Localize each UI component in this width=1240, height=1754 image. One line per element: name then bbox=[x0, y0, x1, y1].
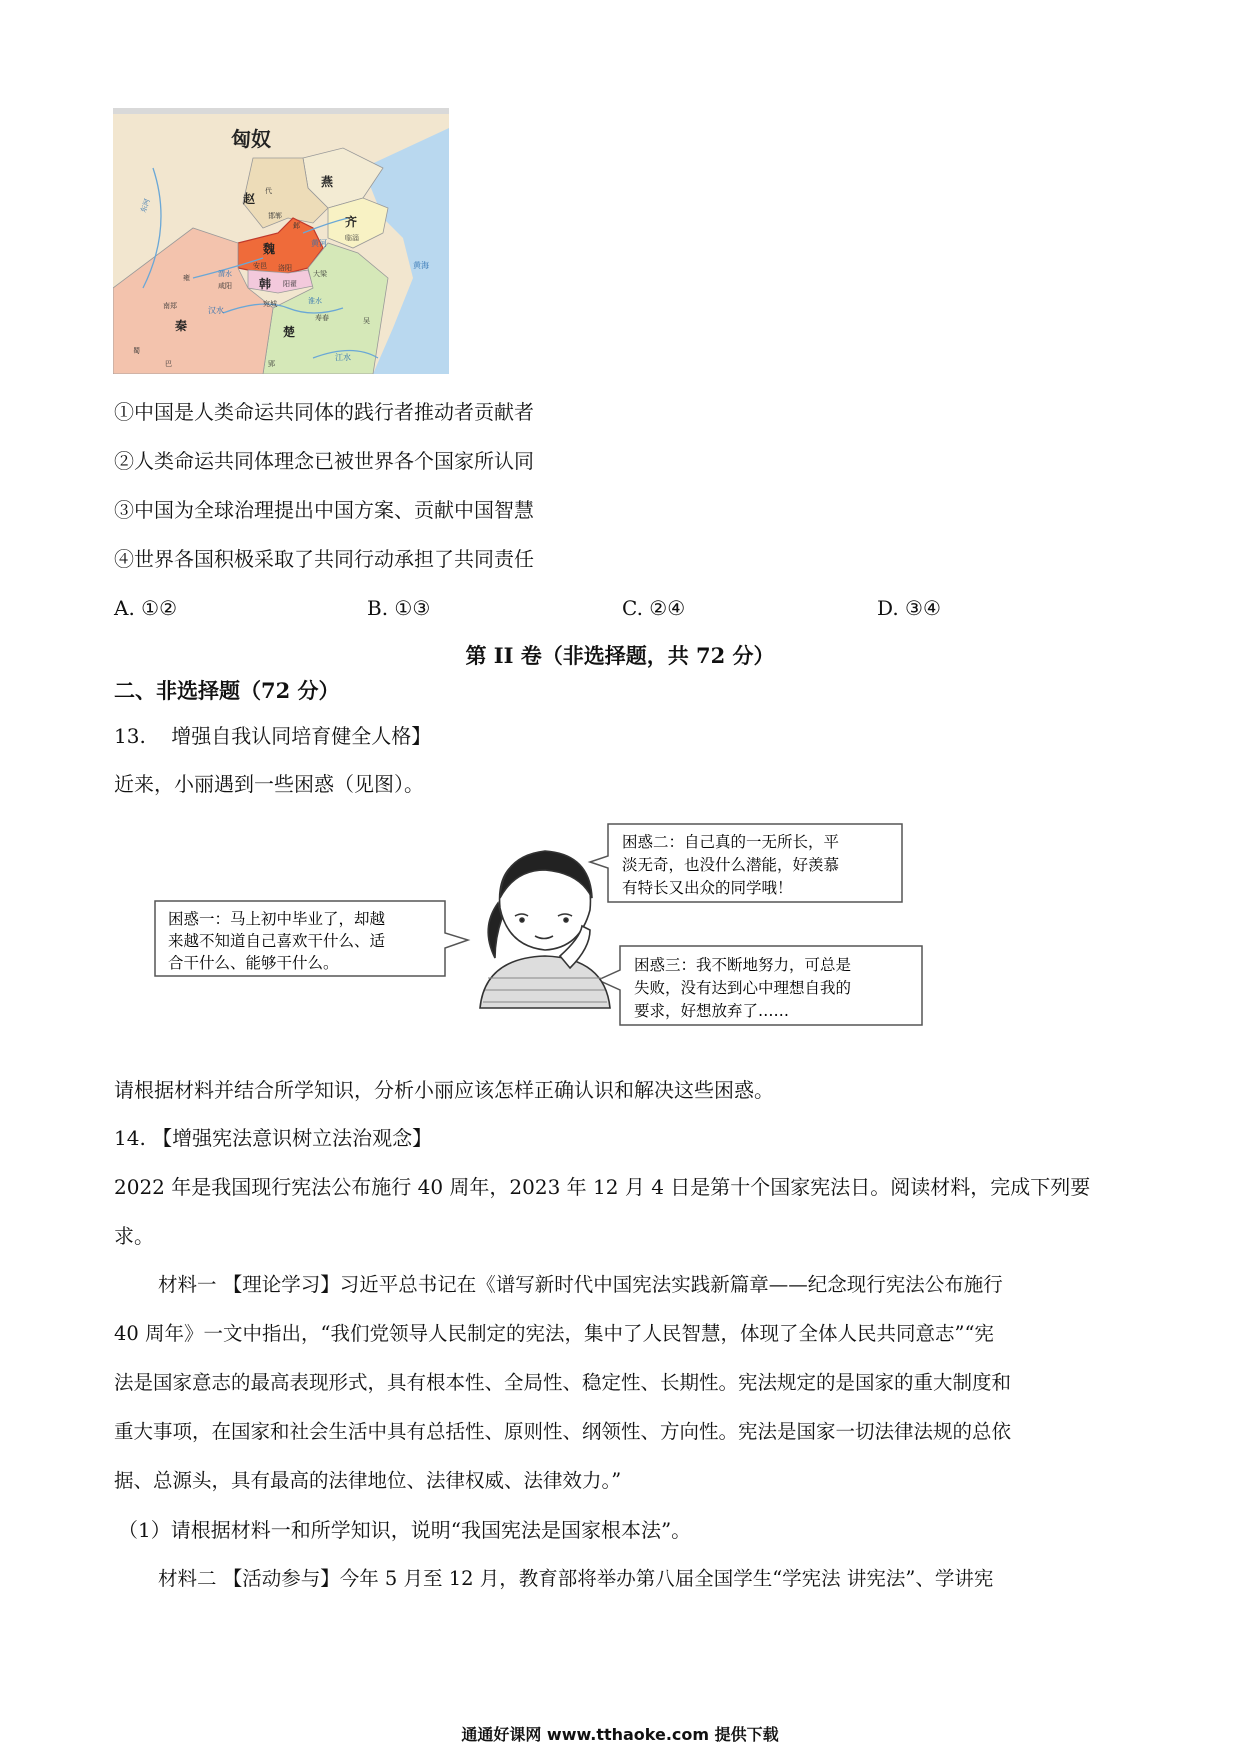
map-label-luoyang: 洛阳 bbox=[278, 264, 292, 272]
material2-line-1: 材料二 【活动参与】今年 5 月至 12 月，教育部将举办第八届全国学生“学宪法 讲宪法”、学讲宪 bbox=[158, 1567, 994, 1590]
bubble-confusion-3 bbox=[598, 946, 922, 1025]
material1-line-4: 重大事项，在国家和社会生活中具有总括性、原则性、纲领性、方向性。宪法是国家一切法律法规的总依 bbox=[114, 1420, 1012, 1443]
map-label-wu: 吴 bbox=[363, 317, 370, 325]
map-label-jiangshui: 江水 bbox=[335, 353, 351, 362]
warring-states-map bbox=[113, 108, 449, 374]
bubble-2-line-1: 困惑二：自己真的一无所长，平 bbox=[622, 833, 840, 851]
option-a: A. ①② bbox=[114, 596, 178, 620]
map-label-nanzheng: 南郑 bbox=[163, 302, 177, 310]
map-label-daliang: 大梁 bbox=[313, 270, 327, 278]
statement-3: ③中国为全球治理提出中国方案、贡献中国智慧 bbox=[114, 498, 534, 522]
page-footer: 通通好课网 www.tthaoke.com 提供下载 bbox=[461, 1725, 779, 1744]
section-title: 第 II 卷（非选择题，共 72 分） bbox=[465, 643, 775, 668]
option-d: D. ③④ bbox=[877, 596, 941, 620]
bubble-2-line-3: 有特长又出众的同学哦！ bbox=[622, 879, 793, 897]
map-label-handan: 邯郸 bbox=[268, 212, 282, 220]
option-b: B. ①③ bbox=[367, 596, 431, 620]
map-label-xiongnu: 匈奴 bbox=[231, 127, 271, 151]
map-label-ye: 邺 bbox=[293, 222, 300, 230]
bubble-1-line-3: 合干什么、能够干什么。 bbox=[168, 954, 339, 972]
statement-4: ④世界各国积极采取了共同行动承担了共同责任 bbox=[114, 547, 534, 571]
q14-intro-line-2: 求。 bbox=[114, 1224, 154, 1248]
bubble-3-line-3: 要求，好想放弃了…… bbox=[634, 1002, 790, 1020]
q14-sub-question-1: （1）请根据材料一和所学知识，说明“我国宪法是国家根本法”。 bbox=[118, 1518, 692, 1542]
map-label-ba: 巴 bbox=[165, 360, 172, 368]
map-label-weishui: 渭水 bbox=[218, 270, 232, 278]
bubble-3-line-2: 失败，没有达到心中理想自我的 bbox=[634, 979, 852, 997]
map-label-hanshui: 汉水 bbox=[208, 306, 224, 315]
map-label-huaishui: 淮水 bbox=[308, 297, 322, 305]
map-label-huanghe: 黄河 bbox=[311, 239, 327, 248]
map-label-zhao: 赵 bbox=[243, 192, 256, 206]
bubble-1-line-1: 困惑一：马上初中毕业了，却越 bbox=[168, 910, 386, 928]
map-label-yangzhai: 阳翟 bbox=[283, 280, 297, 288]
map-label-qi: 齐 bbox=[345, 215, 358, 229]
map-label-anyi: 安邑 bbox=[253, 262, 267, 270]
map-label-yong: 雍 bbox=[183, 274, 190, 282]
map-label-huanghai: 黄海 bbox=[413, 261, 429, 270]
map-label-xianyang: 咸阳 bbox=[218, 282, 232, 290]
map-label-dai: 代 bbox=[265, 187, 272, 195]
material1-line-5: 据、总源头，具有最高的法律地位、法律权威、法律效力。” bbox=[114, 1469, 622, 1492]
bubble-confusion-1 bbox=[155, 901, 468, 976]
bubble-1-line-2: 来越不知道自己喜欢干什么、适 bbox=[168, 932, 386, 950]
option-c: C. ②④ bbox=[622, 596, 686, 620]
statement-2: ②人类命运共同体理念已被世界各个国家所认同 bbox=[114, 449, 534, 473]
map-label-linzi: 临淄 bbox=[345, 234, 359, 242]
material1-line-3: 法是国家意志的最高表现形式，具有根本性、全局性、稳定性、长期性。宪法规定的是国家的重大制度和 bbox=[114, 1371, 1012, 1394]
q13-intro: 近来，小丽遇到一些困惑（见图）。 bbox=[114, 772, 424, 796]
map-label-ying: 郢 bbox=[268, 360, 275, 368]
girl-figure bbox=[480, 851, 610, 1008]
map-label-donghe: 东河 bbox=[139, 197, 152, 214]
map-label-chu: 楚 bbox=[283, 325, 296, 339]
map-label-shu: 蜀 bbox=[133, 347, 140, 355]
cartoon-illustration bbox=[150, 818, 930, 1028]
q13-title: 13. 增强自我认同培育健全人格】 bbox=[114, 724, 432, 748]
map-label-wancheng: 宛城 bbox=[263, 300, 277, 308]
q13-question: 请根据材料并结合所学知识，分析小丽应该怎样正确认识和解决这些困惑。 bbox=[114, 1078, 774, 1102]
q14-intro-line-1: 2022 年是我国现行宪法公布施行 40 周年，2023 年 12 月 4 日是第十个国家宪法日。阅读材料，完成下列要 bbox=[114, 1175, 1091, 1199]
map-label-han: 韩 bbox=[259, 277, 272, 291]
map-label-qin: 秦 bbox=[175, 319, 188, 333]
bubble-2-line-2: 淡无奇，也没什么潜能，好羡慕 bbox=[622, 856, 840, 874]
bubble-confusion-2 bbox=[590, 824, 902, 902]
material1-line-2: 40 周年》一文中指出，“我们党领导人民制定的宪法，集中了人民智慧，体现了全体人民共同意志”“宪 bbox=[114, 1322, 994, 1345]
material1-line-1: 材料一 【理论学习】习近平总书记在《谱写新时代中国宪法实践新篇章——纪念现行宪法公布施行 bbox=[158, 1273, 1003, 1296]
q14-title: 14. 【增强宪法意识树立法治观念】 bbox=[114, 1126, 433, 1150]
map-label-yan: 燕 bbox=[321, 175, 334, 189]
map-label-shouchun: 寿春 bbox=[315, 314, 329, 322]
bubble-3-line-1: 困惑三：我不断地努力，可总是 bbox=[634, 956, 852, 974]
map-label-wei: 魏 bbox=[263, 242, 276, 256]
section-heading: 二、非选择题（72 分） bbox=[114, 678, 340, 703]
statement-1: ①中国是人类命运共同体的践行者推动者贡献者 bbox=[114, 400, 534, 424]
